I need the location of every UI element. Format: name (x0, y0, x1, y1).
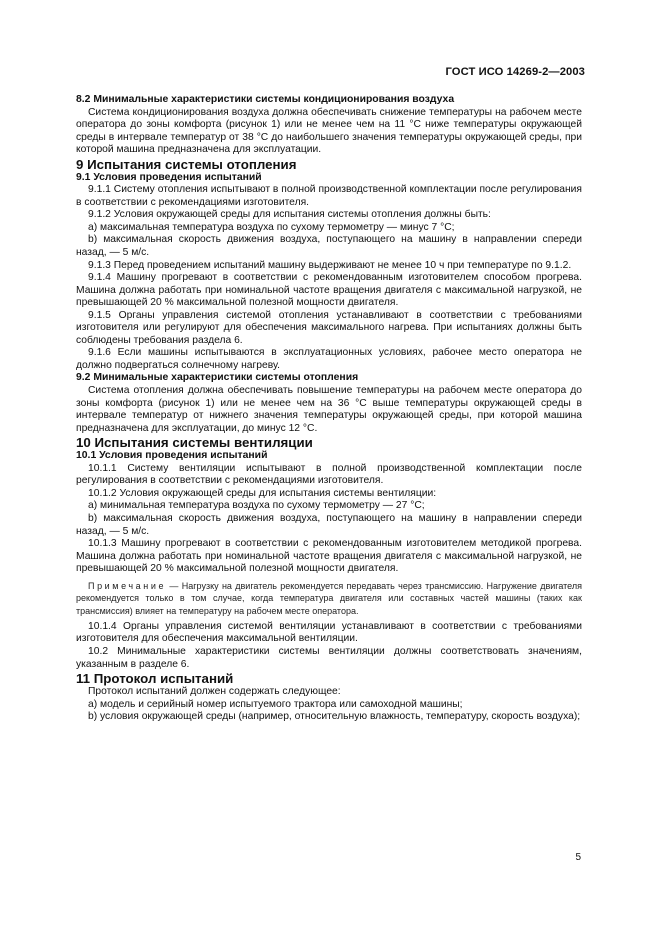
clause-9-1-4: 9.1.4 Машину прогревают в соответствии с рекомендованным изготовителем способом прогрева. Машина должна работать при номинальной частоте вращения двигателя с максимальной нагрузкой, не превышающей 20 % максимальной полезной мощности двигателя. (76, 272, 582, 309)
page-number: 5 (575, 852, 581, 863)
clause-9-2-paragraph: Система отопления должна обеспечивать повышение температуры на рабочем месте оператора до зоны комфорта (рисунок 1) или не менее чем на 36 °С выше температуры окружающей среды в интервале температур от нижнего значения температуры окружающей среды, при которой машина предназначена для эксплуатации, до минус 12 °С. (76, 385, 582, 434)
clause-10-1-2: 10.1.2 Условия окружающей среды для испытания системы вентиляции: (88, 487, 437, 499)
note-label: Примечание (88, 580, 167, 591)
section-11-item-b: b) условия окружающей среды (например, относительную влажность, температуру, скорость воздуха); (88, 711, 581, 723)
clause-9-1-2-item-b: b) максимальная скорость движения воздуха, поступающего на машину в направлении спереди назад, — 5 м/с. (76, 234, 582, 259)
clause-10-2: 10.2 Минимальные характеристики системы вентиляции должны соответствовать значениям, указанным в разделе 6. (76, 646, 582, 670)
section-9-heading: 9 Испытания системы отопления (76, 156, 297, 172)
clause-9-1-1: 9.1.1 Систему отопления испытывают в полной производственной комплектации после регулирования в соответствии с рекомендациями изготовителя. (76, 184, 582, 208)
section-11-item-a: a) модель и серийный номер испытуемого трактора или самоходной машины; (88, 698, 463, 710)
section-9-2-heading: 9.2 Минимальные характеристики системы отопления (76, 372, 359, 384)
document-body (76, 94, 582, 724)
section-9-1-heading: 9.1 Условия проведения испытаний (76, 171, 262, 183)
note-text: — Нагрузку на двигатель рекомендуется передавать через трансмиссию. Нагружение двигателя рекомендуется только в том случае, когда температура двигателя или составных частей машины (таких как трансмиссия) влияет на температуру на рабочем месте оператора. (76, 580, 582, 616)
clause-10-1-2-item-a: a) минимальная температура воздуха по сухому термометру — 27 °С; (88, 500, 425, 512)
clause-10-1-4: 10.1.4 Органы управления системой вентиляции устанавливают в соответствии с требованиями изготовителя для обеспечения максимальной вентиляции. (76, 620, 582, 645)
section-8-2-heading: 8.2 Минимальные характеристики системы кондиционирования воздуха (76, 94, 455, 105)
clause-9-1-2: 9.1.2 Условия окружающей среды для испытания системы отопления должны быть: (88, 209, 491, 221)
section-10-heading: 10 Испытания системы вентиляции (76, 435, 313, 451)
clause-9-1-5: 9.1.5 Органы управления системой отопления устанавливают в соответствии с требованиями изготовителя или регулируют для обеспечения максимального нагрева. При испытаниях должны быть соблюдены требования раздела 6. (76, 309, 582, 346)
note-10-1-3 (76, 580, 582, 617)
clause-9-1-2-item-a: a) максимальная температура воздуха по сухому термометру — минус 7 °С; (88, 221, 455, 233)
clause-10-1-2-item-b: b) максимальная скорость движения воздуха, поступающего на машину в направлении спереди назад, — 5 м/с. (76, 512, 582, 537)
clause-10-1-1: 10.1.1 Систему вентиляции испытывают в полной производственной комплектации после регулирования в соответствии с рекомендациями изготовителя. (76, 462, 582, 487)
document-code-header: ГОСТ ИСО 14269-2—2003 (445, 66, 585, 78)
section-11-intro: Протокол испытаний должен содержать следующее: (88, 686, 341, 698)
clause-10-1-3: 10.1.3 Машину прогревают в соответствии с рекомендованным изготовителем методикой прогрева. Машина должна работать при номинальной частоте вращения двигателя с максимальной нагрузкой, не превышающей 20 % максимальной полезной мощности двигателя. (76, 538, 582, 575)
clause-9-1-3: 9.1.3 Перед проведением испытаний машину выдерживают не менее 10 ч при температуре по 9.1.2. (88, 259, 572, 271)
clause-9-1-6: 9.1.6 Если машины испытываются в эксплуатационных условиях, рабочее место оператора не должно подвергаться солнечному нагреву. (76, 347, 582, 371)
section-11-heading: 11 Протокол испытаний (76, 671, 234, 687)
section-8-2-paragraph: Система кондиционирования воздуха должна обеспечивать снижение температуры на рабочем месте оператора до зоны комфорта (рисунок 1) или не менее чем на 11 °С ниже температуры окружающей среды в интервале температур от 38 °С до наибольшего значения температуры окружающей среды, при которой машина предназначена для эксплуатации. (76, 106, 582, 156)
section-10-1-heading: 10.1 Условия проведения испытаний (76, 450, 268, 462)
